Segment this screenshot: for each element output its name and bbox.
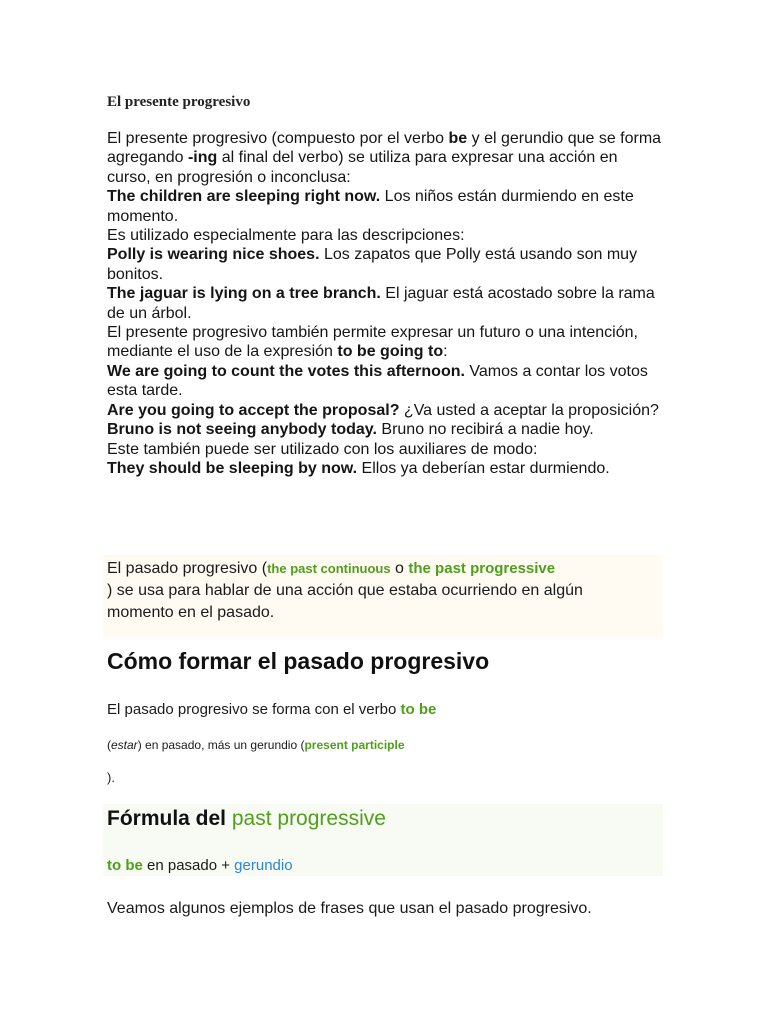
example-en: The children are sleeping right now. [107,188,381,206]
term-link[interactable]: the past progressive [408,560,556,577]
past-progressive-intro [107,558,647,624]
formula-heading [107,807,386,831]
intro-text: Este también puede ser utilizado con los auxiliares de modo: [107,440,538,458]
example-es: Los zapatos que Polly está usando son muy bonitos. [107,246,638,283]
example-es: Ellos ya deberían estar durmiendo. [357,459,610,477]
example-en: Bruno is not seeing anybody today. [107,421,377,439]
example-es: El jaguar está acostado sobre la rama de un árbol. [107,285,655,322]
formula-text: en pasado + [142,857,235,874]
term-link[interactable]: present participle [304,738,405,752]
term-link[interactable]: to be [107,857,143,874]
estar-text: ( [107,738,111,752]
section-heading-formar: Cómo formar el pasado progresivo [107,648,490,674]
formula-heading-text: Fórmula del [107,807,232,830]
formula-line [107,857,293,874]
example-es: Bruno no recibirá a nadie hoy. [376,421,594,439]
box-text: o [390,560,409,577]
intro-text: : [443,343,448,361]
term-link[interactable]: past progressive [231,807,386,830]
intro-bold: -ing [187,149,218,167]
example-en: We are going to count the votes this afternoon. [107,362,465,380]
intro-text: El presente progresivo (compuesto por el verbo [107,130,449,147]
intro-text: El presente progresivo también permite expresar un futuro o una intención, mediante el uso de la expresión [107,324,638,361]
verbo-text: El pasado progresivo se forma con el verbo [107,701,401,718]
estar-text: ) en pasado, más un gerundio ( [137,738,305,752]
term-link[interactable]: to be [400,701,437,718]
example-es: Vamos a contar los votos esta tarde. [107,362,648,400]
intro-section [107,129,663,478]
example-en: Are you going to accept the proposal? [107,401,400,419]
intro-text: al final del verbo) se utiliza para expresar una acción en curso, en progresión o inconclusa: [107,149,618,186]
intro-bold: to be going to [337,343,444,361]
intro-text: Es utilizado especialmente para las descripciones: [107,227,465,245]
example-en: They should be sleeping by now. [107,459,358,477]
closing-paren: ). [107,770,115,785]
examples-paragraph: Veamos algunos ejemplos de frases que usan el pasado progresivo. [107,900,592,917]
term-link[interactable]: the past continuous [267,561,391,576]
intro-bold: be [448,130,468,147]
term-link[interactable]: gerundio [234,857,293,874]
intro-text: y el gerundio que se forma agregando [107,130,662,167]
example-es: ¿Va usted a aceptar la proposición? [399,401,659,419]
example-es: Los niños están durmiendo en este momento. [107,188,634,225]
box-text: El pasado progresivo ( [107,560,268,577]
page-title: El presente progresivo [107,94,251,110]
example-en: Polly is wearing nice shoes. [107,246,320,264]
box-text: ) se usa para hablar de una acción que estaba ocurriendo en algún momento en el pasado. [107,582,583,621]
verbo-paragraph [107,701,436,718]
example-en: The jaguar is lying on a tree branch. [107,285,381,303]
estar-paragraph [107,738,405,752]
estar-italic: estar [111,738,138,752]
